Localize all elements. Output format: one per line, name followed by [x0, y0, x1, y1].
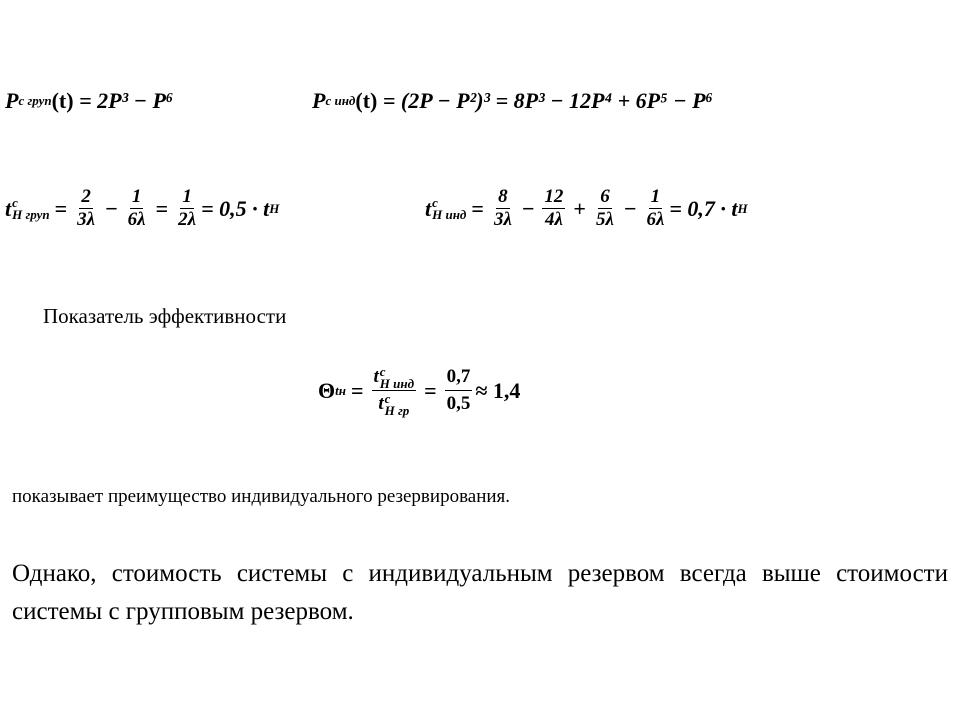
- denominator: 4λ: [544, 209, 563, 230]
- numerator: 0,7: [445, 364, 473, 391]
- fraction: [445, 364, 473, 417]
- superscript: c: [432, 194, 438, 210]
- symbol: t: [5, 195, 12, 221]
- numerator: 8: [498, 186, 508, 207]
- formula-t-ind: t c H инд = $\frac{8}{3\lambda}$ − $\frac{12}{4\lambda}$ + $\frac{6}{5\lambda}$ − $\frac{1}{6\lambda}$ = 0,7 · t H: [425, 186, 748, 230]
- numerator: [372, 364, 417, 391]
- symbol: t: [378, 393, 384, 414]
- denominator: 5λ: [595, 209, 614, 230]
- denominator: 6λ: [646, 209, 665, 230]
- numerator: 1: [650, 186, 661, 207]
- result: ≈ 1,4: [475, 377, 521, 403]
- numerator: 1: [131, 186, 142, 207]
- symbol: P: [5, 88, 19, 113]
- numerator: 1: [182, 186, 192, 207]
- superscript: c: [379, 363, 386, 379]
- cost-note: Однако, стоимость системы с индивидуальным резервом всегда выше стоимости системы с групповым резервом.: [12, 560, 948, 625]
- subscript: H инд: [379, 375, 415, 391]
- numerator: 6: [600, 186, 610, 207]
- arg: (t): [51, 88, 74, 113]
- denominator: [376, 391, 411, 417]
- fraction: [75, 186, 97, 231]
- subscript: с инд: [325, 93, 356, 108]
- formula-t-group: t c H груп = $\frac{2}{3\lambda}$ − $\frac{1}{6\lambda}$ = $\frac{1}{2\lambda}$ = 0,5 · t H: [5, 186, 280, 230]
- arg: (t): [355, 88, 378, 113]
- fraction: [492, 186, 514, 231]
- subscript: H: [737, 200, 748, 216]
- fraction: [644, 186, 666, 231]
- subscript: H груп: [12, 206, 50, 222]
- fraction: [126, 186, 148, 231]
- subscript: H гр: [384, 402, 410, 418]
- numerator: 12: [544, 186, 564, 207]
- subscript: H: [269, 200, 280, 216]
- denominator: 3λ: [493, 209, 512, 230]
- rhs: = 2P³ − P⁶: [79, 88, 174, 113]
- symbol: t: [373, 366, 379, 387]
- denominator: 6λ: [127, 209, 146, 230]
- fraction: [542, 186, 565, 231]
- superscript: c: [384, 390, 391, 406]
- tail: = 0,7 · t: [669, 195, 738, 221]
- rhs: = (2P − P²)³ = 8P³ − 12P⁴ + 6P⁵ − P⁶: [382, 88, 714, 113]
- formula-theta: Θ tн = t c H инд t c H гр = $\frac{0,7}{0,5}$ ≈ 1,4: [318, 363, 521, 418]
- subscript: tн: [335, 382, 346, 398]
- fraction: [372, 364, 417, 417]
- symbol: P: [312, 88, 326, 113]
- fraction: [594, 186, 616, 231]
- symbol: Θ: [318, 377, 336, 403]
- efficiency-label: Показатель эффективности: [43, 304, 287, 328]
- subscript: H инд: [432, 206, 467, 222]
- numerator: 2: [81, 186, 91, 207]
- tail: = 0,5 · t: [201, 195, 270, 221]
- denominator: 3λ: [77, 209, 96, 230]
- formula-p-group: [5, 88, 174, 114]
- symbol: t: [425, 195, 432, 221]
- superscript: c: [12, 194, 18, 210]
- formula-p-ind: [312, 88, 713, 114]
- denominator: 0,5: [446, 393, 471, 414]
- subscript: с груп: [18, 93, 52, 108]
- denominator: 2λ: [178, 209, 197, 230]
- fraction: [176, 186, 198, 231]
- advantage-text: показывает преимущество индивидуального резервирования.: [12, 486, 511, 507]
